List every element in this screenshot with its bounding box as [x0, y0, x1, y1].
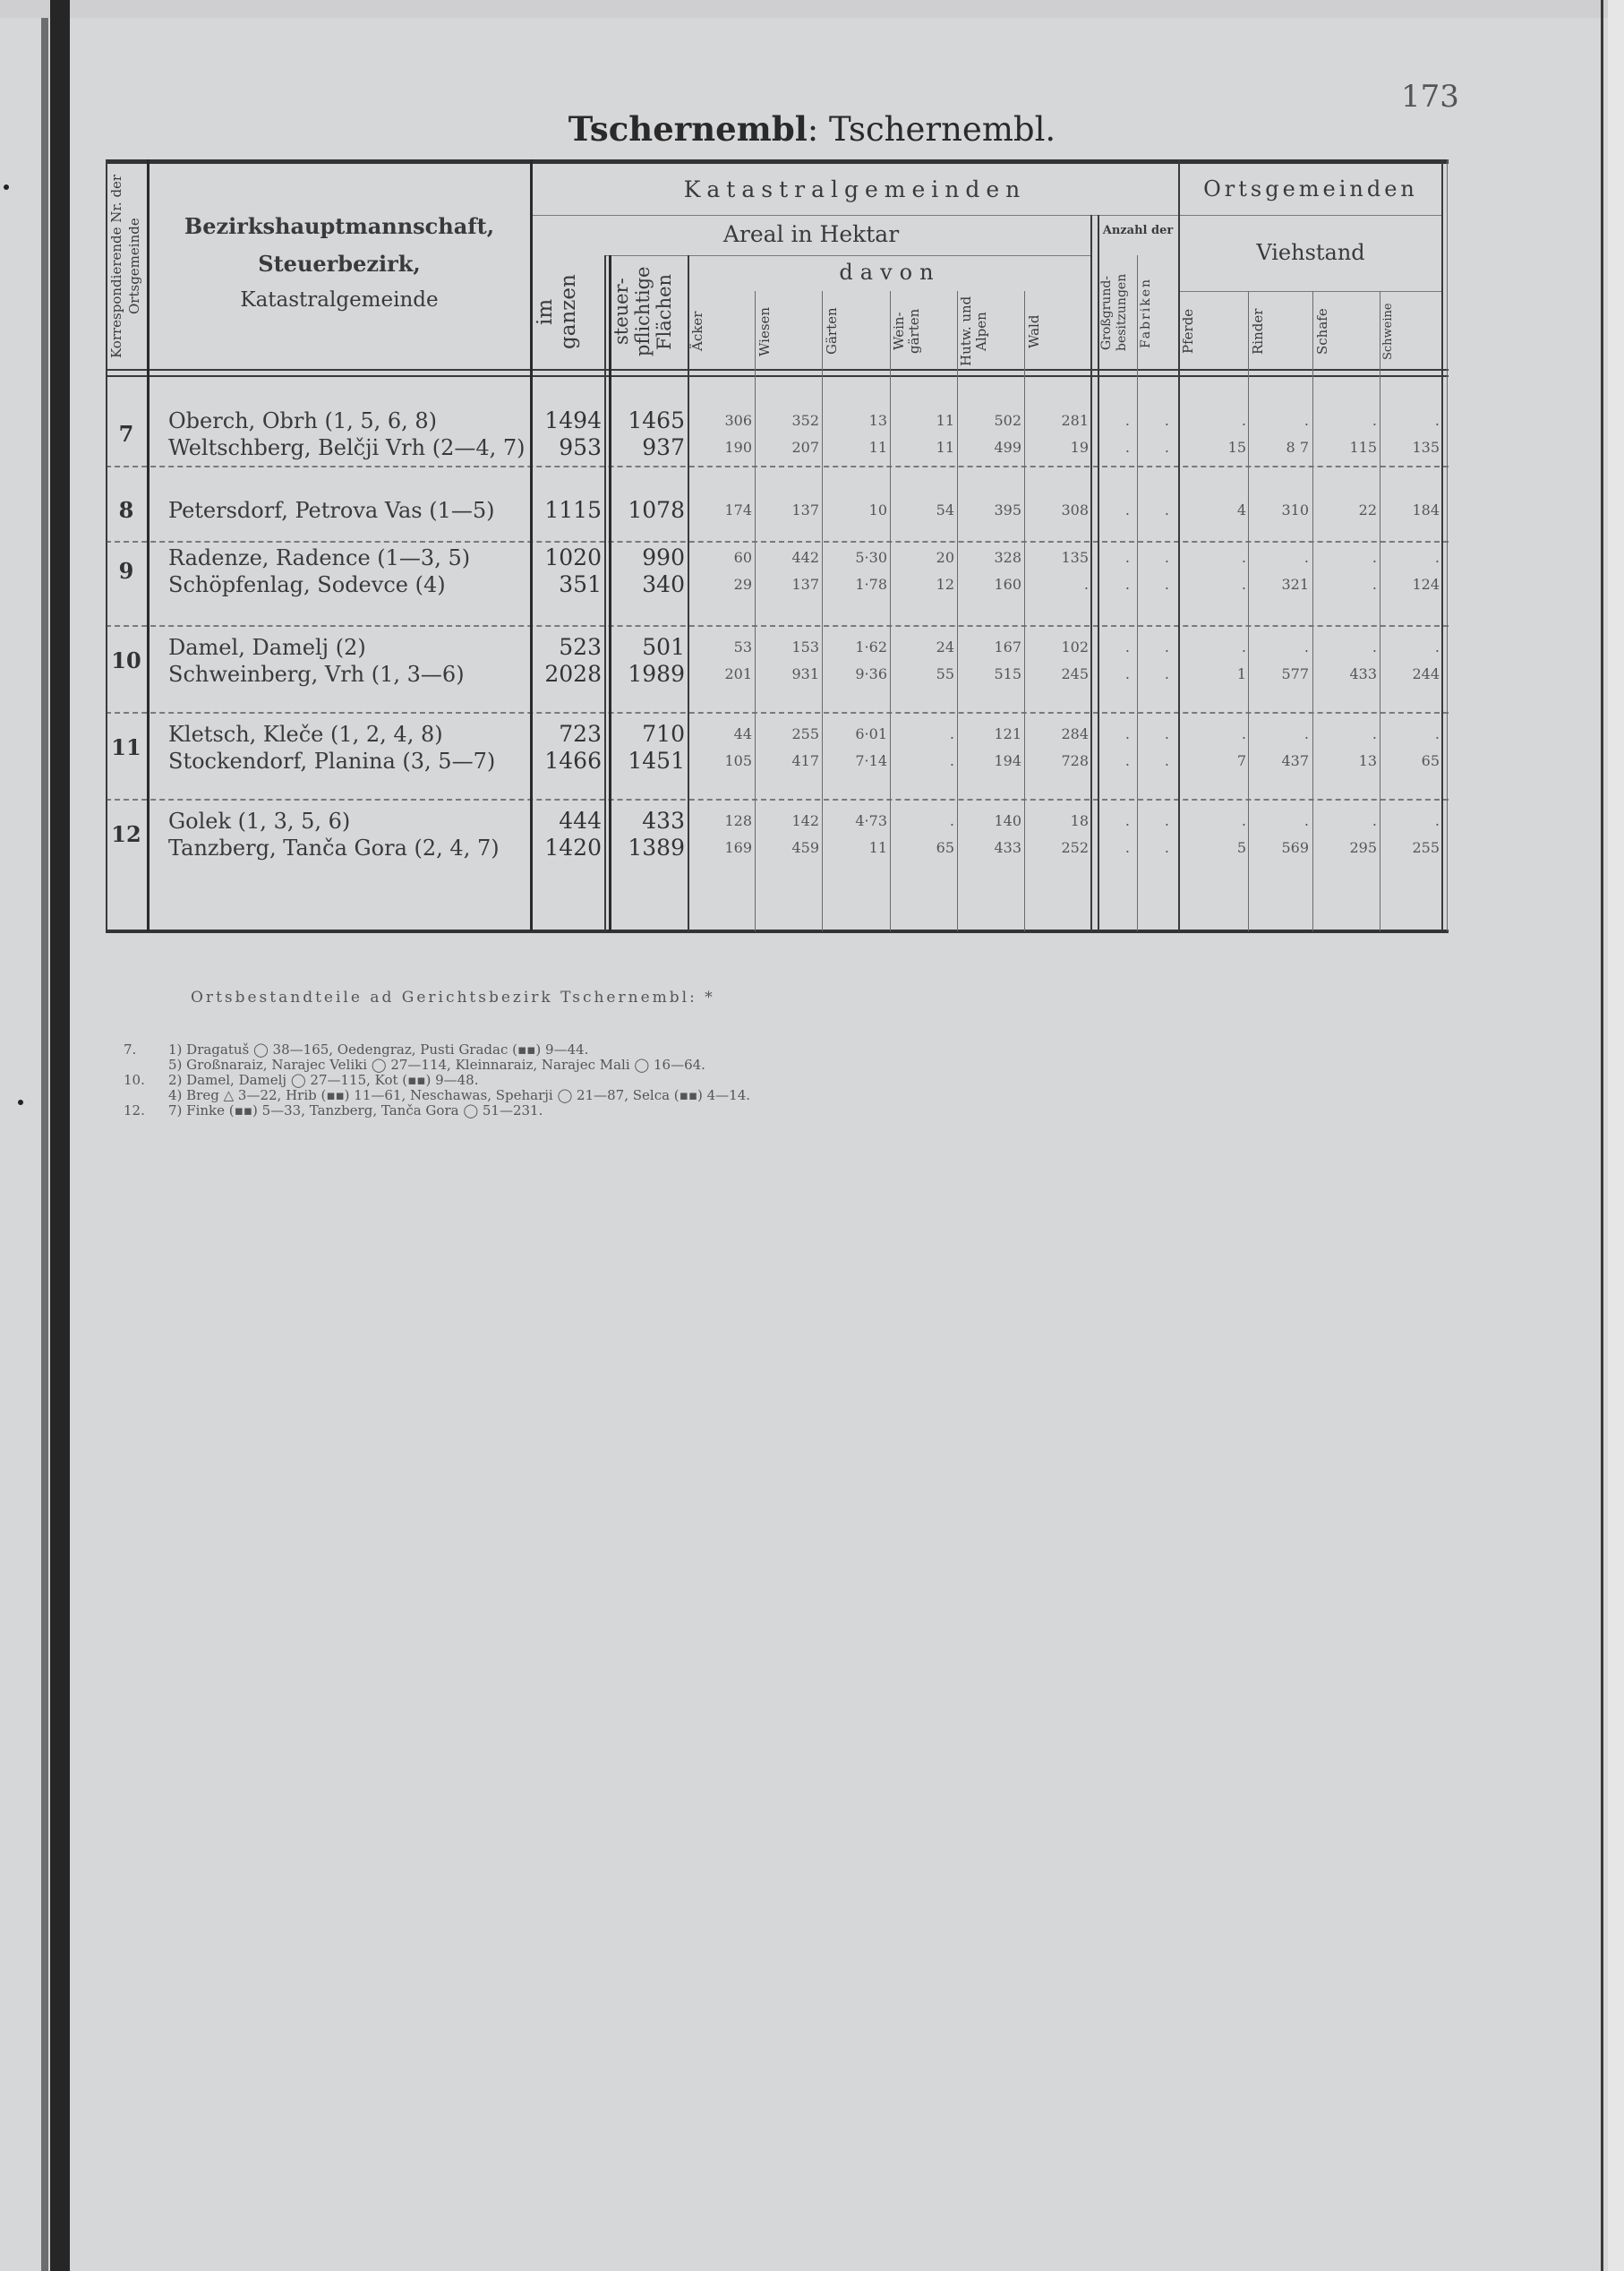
cell-rinder: . — [1303, 549, 1309, 566]
header-im-ganzen: im ganzen — [534, 274, 580, 349]
cell-hutw: 121 — [994, 725, 1021, 742]
cell-ganz: 1494 — [544, 407, 602, 433]
cell-hutw: 395 — [994, 501, 1021, 518]
footnote-text: 2) Damel, Damelj ◯ 27—115, Kot (▪▪) 9—48. — [168, 1072, 479, 1088]
cell-acker: 201 — [724, 665, 752, 682]
cell-wald: . — [1083, 576, 1089, 593]
row-number: 10 — [111, 647, 141, 673]
cell-schweine: 184 — [1412, 501, 1440, 518]
header-schafe: Schafe — [1314, 308, 1330, 355]
col-line — [1090, 215, 1092, 931]
cell-hutw: 433 — [994, 839, 1021, 856]
cell-wald: 252 — [1061, 839, 1089, 856]
cell-steuer: 1989 — [628, 661, 685, 687]
cell-pferde: 15 — [1227, 439, 1246, 456]
header-line — [1180, 291, 1441, 292]
cell-schafe: . — [1372, 549, 1377, 566]
cell-pferde: . — [1241, 638, 1246, 656]
header-acker: Äcker — [689, 311, 705, 352]
title-separator: : — [807, 110, 829, 149]
cell-rinder: 321 — [1281, 576, 1309, 593]
cell-ganz: 1420 — [544, 835, 602, 861]
cell-wald: 19 — [1070, 439, 1089, 456]
footnote-title: Ortsbestandteile ad Gerichtsbezirk Tschernembl: * — [191, 989, 715, 1007]
header-bezirk-3: Katastralgemeinde — [240, 288, 439, 312]
scan-binding-shadow — [41, 18, 48, 2271]
header-ortsgemeinden: Ortsgemeinden — [1203, 176, 1418, 201]
cell-wein: . — [949, 812, 954, 829]
gemeinde-name: Golek (1, 3, 5, 6) — [168, 809, 351, 834]
cell-wein: 12 — [936, 576, 954, 593]
cell-fabr: . — [1164, 812, 1169, 829]
row-number: 8 — [118, 497, 134, 523]
cell-hutw: 515 — [994, 665, 1021, 682]
cell-wein: 11 — [936, 439, 954, 456]
header-fabriken: Fabriken — [1139, 277, 1153, 348]
cell-ganz: 444 — [559, 808, 602, 834]
row-number: 12 — [111, 821, 141, 847]
cell-gross: . — [1124, 501, 1130, 518]
gemeinde-name: Radenze, Radence (1—3, 5) — [168, 545, 471, 570]
header-davon: davon — [839, 260, 941, 285]
cell-wald: 728 — [1061, 752, 1089, 769]
cell-schweine: . — [1434, 412, 1440, 429]
cell-fabr: . — [1164, 752, 1169, 769]
cell-gaerten: 6·01 — [855, 725, 887, 742]
scan-top-strip — [0, 0, 1624, 18]
row-separator — [106, 541, 1449, 543]
cell-gaerten: 1·78 — [855, 576, 887, 593]
header-weingaerten: Wein-gärten — [891, 308, 922, 355]
col-line — [1178, 159, 1180, 931]
header-gross: Großgrund-besitzungen — [1099, 273, 1129, 352]
cell-schweine: 124 — [1412, 576, 1440, 593]
cell-schweine: 255 — [1412, 839, 1440, 856]
scan-right-edge-line — [1601, 0, 1603, 2271]
cell-schweine: 65 — [1421, 752, 1440, 769]
cell-wald: 308 — [1061, 501, 1089, 518]
cell-schafe: . — [1372, 412, 1377, 429]
cell-rinder: 577 — [1281, 665, 1309, 682]
cell-wald: 18 — [1070, 812, 1089, 829]
header-rinder: Rinder — [1250, 308, 1266, 355]
cell-rinder: 8 7 — [1286, 439, 1309, 456]
header-bezirk-1: Bezirkshauptmannschaft, — [184, 213, 495, 239]
row-separator — [106, 799, 1449, 801]
row-number: 7 — [118, 421, 134, 447]
cell-wein: . — [949, 752, 954, 769]
cell-steuer: 1078 — [628, 497, 685, 523]
cell-pferde: . — [1241, 412, 1246, 429]
gemeinde-name: Schweinberg, Vrh (1, 3—6) — [168, 662, 465, 687]
scan-speck — [4, 184, 9, 190]
cell-steuer: 937 — [642, 434, 685, 460]
col-line — [755, 291, 756, 931]
cell-wiesen: 137 — [791, 501, 819, 518]
cell-fabr: . — [1164, 839, 1169, 856]
cell-rinder: . — [1303, 812, 1309, 829]
cell-fabr: . — [1164, 576, 1169, 593]
page-title — [0, 109, 1624, 149]
cell-steuer: 1451 — [628, 748, 685, 774]
cell-wein: 55 — [936, 665, 954, 682]
row-number: 11 — [111, 734, 141, 760]
cell-acker: 29 — [733, 576, 752, 593]
cell-acker: 44 — [733, 725, 752, 742]
cell-steuer: 990 — [642, 544, 685, 570]
row-separator — [106, 625, 1449, 627]
table-top-border — [106, 159, 1449, 164]
col-line — [890, 291, 891, 931]
cell-acker: 190 — [724, 439, 752, 456]
scan-binding-edge — [50, 0, 70, 2271]
cell-wein: . — [949, 725, 954, 742]
cell-fabr: . — [1164, 638, 1169, 656]
cell-fabr: . — [1164, 665, 1169, 682]
header-katastral: Katastralgemeinden — [683, 176, 1027, 202]
cell-fabr: . — [1164, 439, 1169, 456]
footnote-number: 10. — [124, 1072, 145, 1088]
cell-acker: 128 — [724, 812, 752, 829]
cell-gross: . — [1124, 439, 1130, 456]
cell-gross: . — [1124, 638, 1130, 656]
scan-right-margin — [1608, 0, 1624, 2271]
cell-schweine: . — [1434, 812, 1440, 829]
cell-wald: 102 — [1061, 638, 1089, 656]
cell-wald: 135 — [1061, 549, 1089, 566]
cell-gross: . — [1124, 725, 1130, 742]
cell-fabr: . — [1164, 501, 1169, 518]
cell-ganz: 351 — [559, 571, 602, 597]
page-number: 173 — [1401, 79, 1459, 115]
cell-pferde: . — [1241, 576, 1246, 593]
cell-steuer: 710 — [642, 721, 685, 747]
cell-steuer: 433 — [642, 808, 685, 834]
row-separator — [106, 712, 1449, 714]
cell-gaerten: 4·73 — [855, 812, 887, 829]
scan-speck — [18, 1100, 23, 1105]
cell-wiesen: 153 — [791, 638, 819, 656]
cell-rinder: . — [1303, 412, 1309, 429]
row-number: 9 — [118, 558, 134, 584]
gemeinde-name: Stockendorf, Planina (3, 5—7) — [168, 749, 496, 774]
cell-rinder: 437 — [1281, 752, 1309, 769]
header-bottom-line — [106, 369, 1449, 371]
cell-rinder: 569 — [1281, 839, 1309, 856]
gemeinde-name: Oberch, Obrh (1, 5, 6, 8) — [168, 408, 438, 433]
cell-gross: . — [1124, 665, 1130, 682]
cell-wein: 24 — [936, 638, 954, 656]
gemeinde-name: Tanzberg, Tanča Gora (2, 4, 7) — [168, 836, 500, 861]
cell-ganz: 523 — [559, 634, 602, 660]
col-line — [1248, 291, 1249, 931]
footnote-text: 1) Dragatuš ◯ 38—165, Oedengraz, Pusti Gradac (▪▪) 9—44. — [168, 1041, 589, 1058]
header-line — [604, 255, 1092, 256]
cell-pferde: . — [1241, 725, 1246, 742]
title-bold: Tschernembl — [568, 109, 808, 149]
cell-acker: 174 — [724, 501, 752, 518]
header-bottom-line — [106, 375, 1449, 377]
cell-schweine: . — [1434, 725, 1440, 742]
cell-schafe: . — [1372, 576, 1377, 593]
cell-schweine: 135 — [1412, 439, 1440, 456]
footnote-number: 7. — [124, 1041, 137, 1058]
cell-hutw: 194 — [994, 752, 1021, 769]
cell-rinder: . — [1303, 638, 1309, 656]
col-line — [957, 291, 958, 931]
gemeinde-name: Weltschberg, Belčji Vrh (2—4, 7) — [168, 435, 526, 460]
cell-acker: 169 — [724, 839, 752, 856]
cell-wein: 65 — [936, 839, 954, 856]
cell-pferde: 4 — [1236, 501, 1246, 518]
cell-wald: 284 — [1061, 725, 1089, 742]
cell-fabr: . — [1164, 549, 1169, 566]
header-areal: Areal in Hektar — [722, 221, 900, 247]
cell-gaerten: 11 — [868, 839, 887, 856]
cell-gross: . — [1124, 752, 1130, 769]
footnote-text: 7) Finke (▪▪) 5—33, Tanzberg, Tanča Gora ◯ 51—231. — [168, 1102, 543, 1118]
footnote-text: 5) Großnaraiz, Narajec Veliki ◯ 27—114, Kleinnaraiz, Narajec Mali ◯ 16—64. — [168, 1057, 705, 1073]
cell-schafe: 433 — [1349, 665, 1377, 682]
cell-wein: 20 — [936, 549, 954, 566]
header-anzahl: Anzahl der — [1102, 224, 1174, 237]
cell-wiesen: 459 — [791, 839, 819, 856]
cell-pferde: 5 — [1236, 839, 1246, 856]
cell-rinder: . — [1303, 725, 1309, 742]
gemeinde-name: Kletsch, Kleče (1, 2, 4, 8) — [168, 722, 443, 747]
gemeinde-name: Schöpfenlag, Sodevce (4) — [168, 572, 446, 597]
cell-ganz: 1115 — [544, 497, 602, 523]
cell-steuer: 501 — [642, 634, 685, 660]
cell-acker: 60 — [733, 549, 752, 566]
cell-ganz: 953 — [559, 434, 602, 460]
header-wald: Wald — [1026, 314, 1042, 348]
header-schweine: Schweine — [1381, 303, 1395, 360]
cell-pferde: 1 — [1236, 665, 1246, 682]
cell-wald: 245 — [1061, 665, 1089, 682]
table-bottom-border — [106, 930, 1449, 933]
header-steuer: steuer-pflichtige Flächen — [611, 266, 675, 357]
cell-pferde: . — [1241, 812, 1246, 829]
cell-fabr: . — [1164, 725, 1169, 742]
cell-hutw: 167 — [994, 638, 1021, 656]
cell-schweine: . — [1434, 549, 1440, 566]
cell-gaerten: 13 — [868, 412, 887, 429]
cell-schafe: . — [1372, 812, 1377, 829]
header-gaerten: Gärten — [824, 307, 840, 356]
col-line — [1312, 291, 1313, 931]
cell-wiesen: 207 — [791, 439, 819, 456]
cell-gross: . — [1124, 549, 1130, 566]
footnote-number: 12. — [124, 1102, 145, 1118]
cell-schafe: . — [1372, 725, 1377, 742]
cell-gaerten: 11 — [868, 439, 887, 456]
cell-wiesen: 931 — [791, 665, 819, 682]
cell-pferde: 7 — [1236, 752, 1246, 769]
cell-schweine: . — [1434, 638, 1440, 656]
cell-ganz: 1020 — [544, 544, 602, 570]
cell-gaerten: 9·36 — [855, 665, 887, 682]
header-bezirk-2: Steuerbezirk, — [258, 251, 421, 277]
cell-acker: 105 — [724, 752, 752, 769]
header-wiesen: Wiesen — [756, 306, 773, 356]
header-viehstand: Viehstand — [1256, 240, 1365, 265]
header-line — [533, 215, 1441, 216]
cell-wein: 11 — [936, 412, 954, 429]
cell-pferde: . — [1241, 549, 1246, 566]
cell-acker: 306 — [724, 412, 752, 429]
cell-acker: 53 — [733, 638, 752, 656]
cell-ganz: 2028 — [544, 661, 602, 687]
cell-rinder: 310 — [1281, 501, 1309, 518]
cell-schweine: 244 — [1412, 665, 1440, 682]
cell-hutw: 328 — [994, 549, 1021, 566]
cell-hutw: 502 — [994, 412, 1021, 429]
cell-gross: . — [1124, 839, 1130, 856]
cell-schafe: . — [1372, 638, 1377, 656]
cell-gaerten: 7·14 — [855, 752, 887, 769]
cell-hutw: 140 — [994, 812, 1021, 829]
cell-schafe: 22 — [1358, 501, 1377, 518]
cell-schafe: 295 — [1349, 839, 1377, 856]
cell-gross: . — [1124, 576, 1130, 593]
cell-wiesen: 137 — [791, 576, 819, 593]
col-line — [822, 291, 823, 931]
col-line — [604, 255, 606, 931]
row-separator — [106, 466, 1449, 467]
cell-steuer: 1389 — [628, 835, 685, 861]
cell-steuer: 1465 — [628, 407, 685, 433]
col-line — [1441, 159, 1443, 931]
title-rest: Tschernembl. — [828, 110, 1056, 149]
cell-gross: . — [1124, 412, 1130, 429]
cell-wiesen: 352 — [791, 412, 819, 429]
cell-gaerten: 10 — [868, 501, 887, 518]
col-line — [530, 159, 533, 931]
cell-gaerten: 5·30 — [855, 549, 887, 566]
cell-wiesen: 417 — [791, 752, 819, 769]
cell-ganz: 1466 — [544, 748, 602, 774]
cell-gaerten: 1·62 — [855, 638, 887, 656]
cell-schafe: 13 — [1358, 752, 1377, 769]
col-line — [1024, 291, 1025, 931]
gemeinde-name: Petersdorf, Petrova Vas (1—5) — [168, 498, 495, 523]
cell-wiesen: 442 — [791, 549, 819, 566]
cell-steuer: 340 — [642, 571, 685, 597]
gemeinde-name: Damel, Damelj (2) — [168, 635, 366, 660]
footnote-text: 4) Breg △ 3—22, Hrib (▪▪) 11—61, Neschawas, Speharji ◯ 21—87, Selca (▪▪) 4—14. — [168, 1087, 751, 1103]
cell-hutw: 160 — [994, 576, 1021, 593]
cell-wiesen: 255 — [791, 725, 819, 742]
cell-hutw: 499 — [994, 439, 1021, 456]
cell-fabr: . — [1164, 412, 1169, 429]
cell-wald: 281 — [1061, 412, 1089, 429]
header-hutw: Hutw. und Alpen — [958, 296, 989, 367]
col-line — [1447, 159, 1448, 931]
cell-wein: 54 — [936, 501, 954, 518]
header-korr-nr: Korrespondierende Nr. der Ortsgemeinde — [108, 174, 142, 359]
cell-ganz: 723 — [559, 721, 602, 747]
header-pferde: Pferde — [1180, 308, 1196, 355]
cell-gross: . — [1124, 812, 1130, 829]
cell-wiesen: 142 — [791, 812, 819, 829]
col-line — [147, 159, 150, 931]
cell-schafe: 115 — [1349, 439, 1377, 456]
